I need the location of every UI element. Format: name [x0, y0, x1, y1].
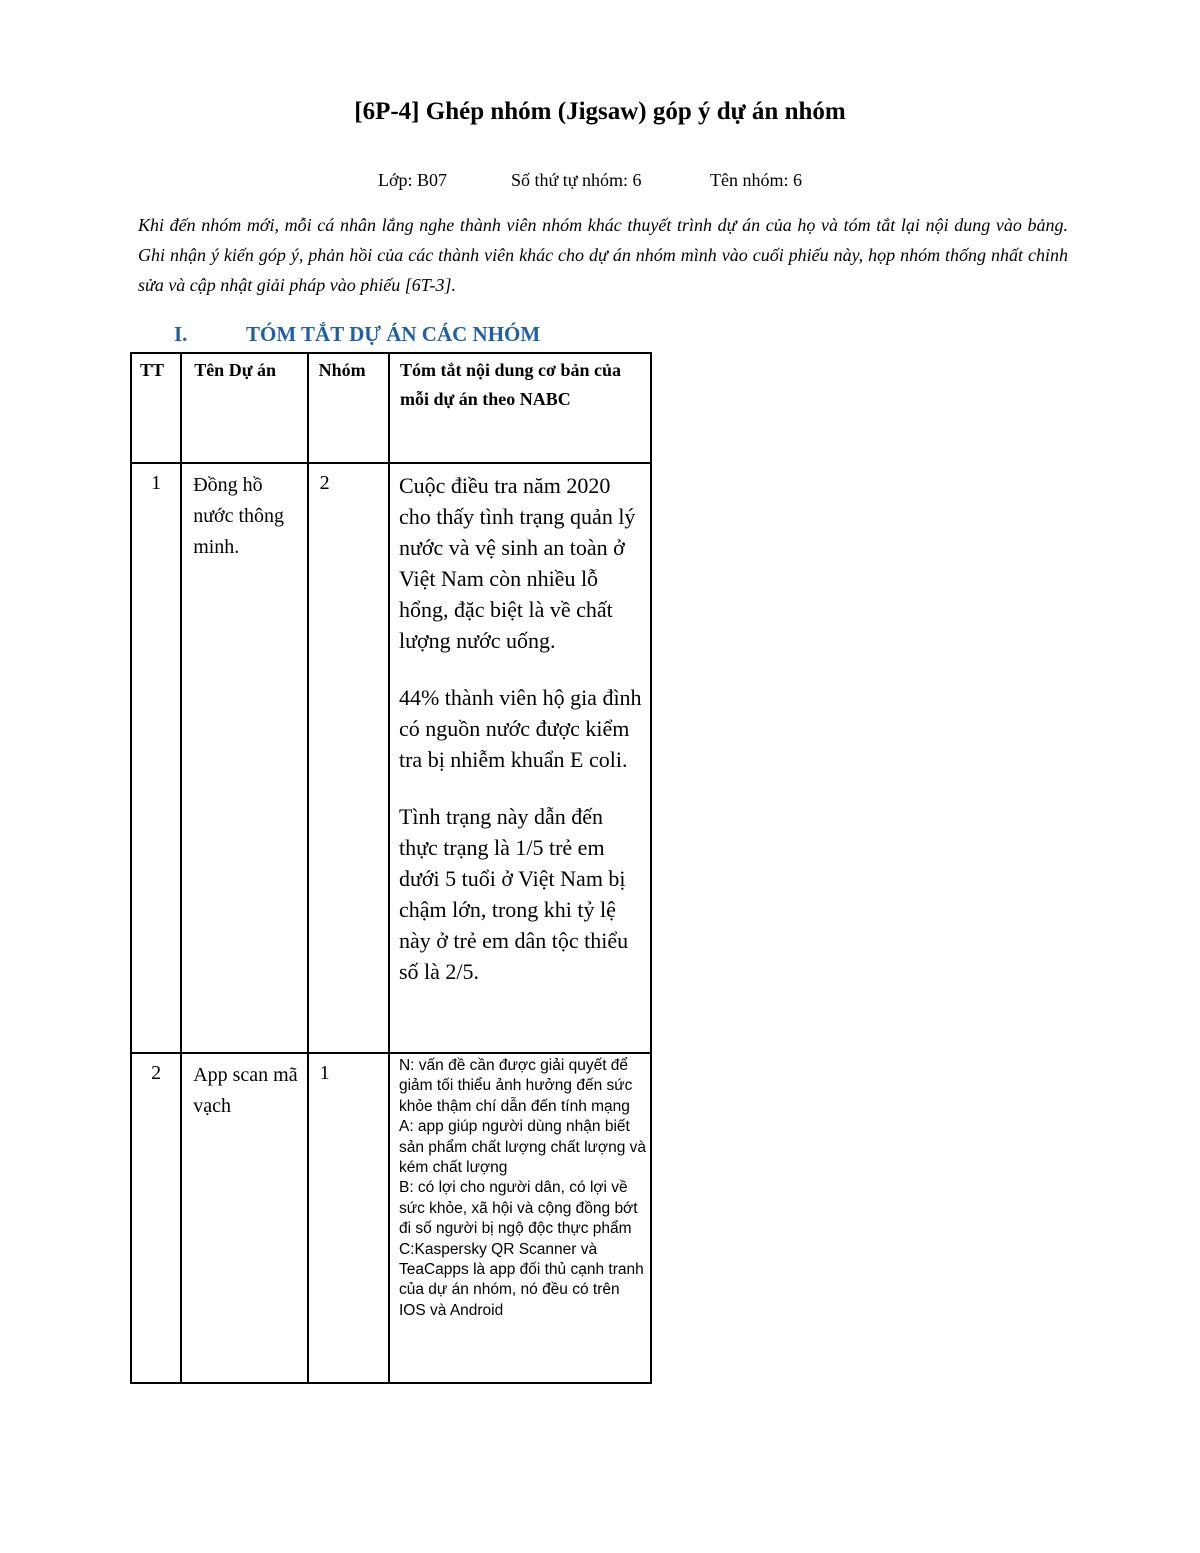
- header-tt: TT: [131, 353, 181, 463]
- cell-group: 2: [308, 463, 389, 1053]
- header-summary: Tóm tắt nội dung cơ bản của mỗi dự án theo NABC: [389, 353, 651, 463]
- summary-paragraph: Cuộc điều tra năm 2020 cho thấy tình trạng quản lý nước và vệ sinh an toàn ở Việt Nam còn nhiều lỗ hổng, đặc biệt là về chất lượng nước uống.: [398, 473, 636, 653]
- document-title: [6P-4] Ghép nhóm (Jigsaw) góp ý dự án nhóm: [354, 98, 846, 125]
- summary-paragraph: 44% thành viên hộ gia đình có nguồn nước được kiểm tra bị nhiễm khuẩn E coli.: [398, 685, 642, 772]
- group-number-label: Số thứ tự nhóm: 6: [511, 170, 642, 190]
- summary-approach: A: app giúp người dùng nhận biết sản phẩm chất lượng chất lượng và kém chất lượng: [398, 1118, 647, 1177]
- cell-project-name: Đồng hồ nước thông minh.: [181, 463, 307, 1053]
- table-row: [131, 1053, 651, 1383]
- header-group: Nhóm: [308, 353, 389, 463]
- summary-benefits: B: có lợi cho người dân, có lợi về sức khỏe, xã hội và cộng đồng bớt đi số người bị ngộ độc thực phẩm: [398, 1179, 638, 1238]
- cell-tt: 2: [131, 1053, 181, 1383]
- summary-paragraph: Tình trạng này dẫn đến thực trạng là 1/5 trẻ em dưới 5 tuổi ở Việt Nam bị chậm lớn, trong khi tỷ lệ này ở trẻ em dân tộc thiểu số là 2/5.: [398, 804, 629, 984]
- cell-project-name: App scan mã vạch: [181, 1053, 307, 1383]
- summary-competition: C:Kaspersky QR Scanner và TeaCapps là app đối thủ cạnh tranh của dự án nhóm, nó đều có trên IOS và Android: [398, 1240, 644, 1319]
- cell-group: 1: [308, 1053, 389, 1383]
- header-project-name: Tên Dự án: [181, 353, 307, 463]
- group-name-label: Tên nhóm: 6: [710, 170, 802, 190]
- class-label: Lớp: B07: [378, 170, 448, 190]
- cell-tt: 1: [131, 463, 181, 1053]
- instructions-paragraph: Khi đến nhóm mới, mỗi cá nhân lắng nghe thành viên nhóm khác thuyết trình dự án của họ và tóm tắt lại nội dung vào bảng. Ghi nhận ý kiến góp ý, phản hồi của các thành viên khác cho dự án nhóm mình vào cuối phiếu này, họp nhóm thống nhất chỉnh sửa và cập nhật giải pháp vào phiếu [6T-3].: [138, 215, 1068, 295]
- table-row: [131, 463, 651, 1053]
- projects-summary-table: [130, 352, 652, 1384]
- table-header-row: [131, 353, 651, 463]
- section-title: TÓM TẮT DỰ ÁN CÁC NHÓM: [246, 322, 541, 346]
- section-number: I.: [174, 322, 188, 346]
- summary-need: N: vấn đề cần được giải quyết để giảm tối thiểu ảnh hưởng đến sức khỏe thậm chí dẫn đến tính mạng: [398, 1057, 633, 1115]
- cell-summary: [389, 463, 651, 1053]
- cell-summary: [389, 1053, 651, 1383]
